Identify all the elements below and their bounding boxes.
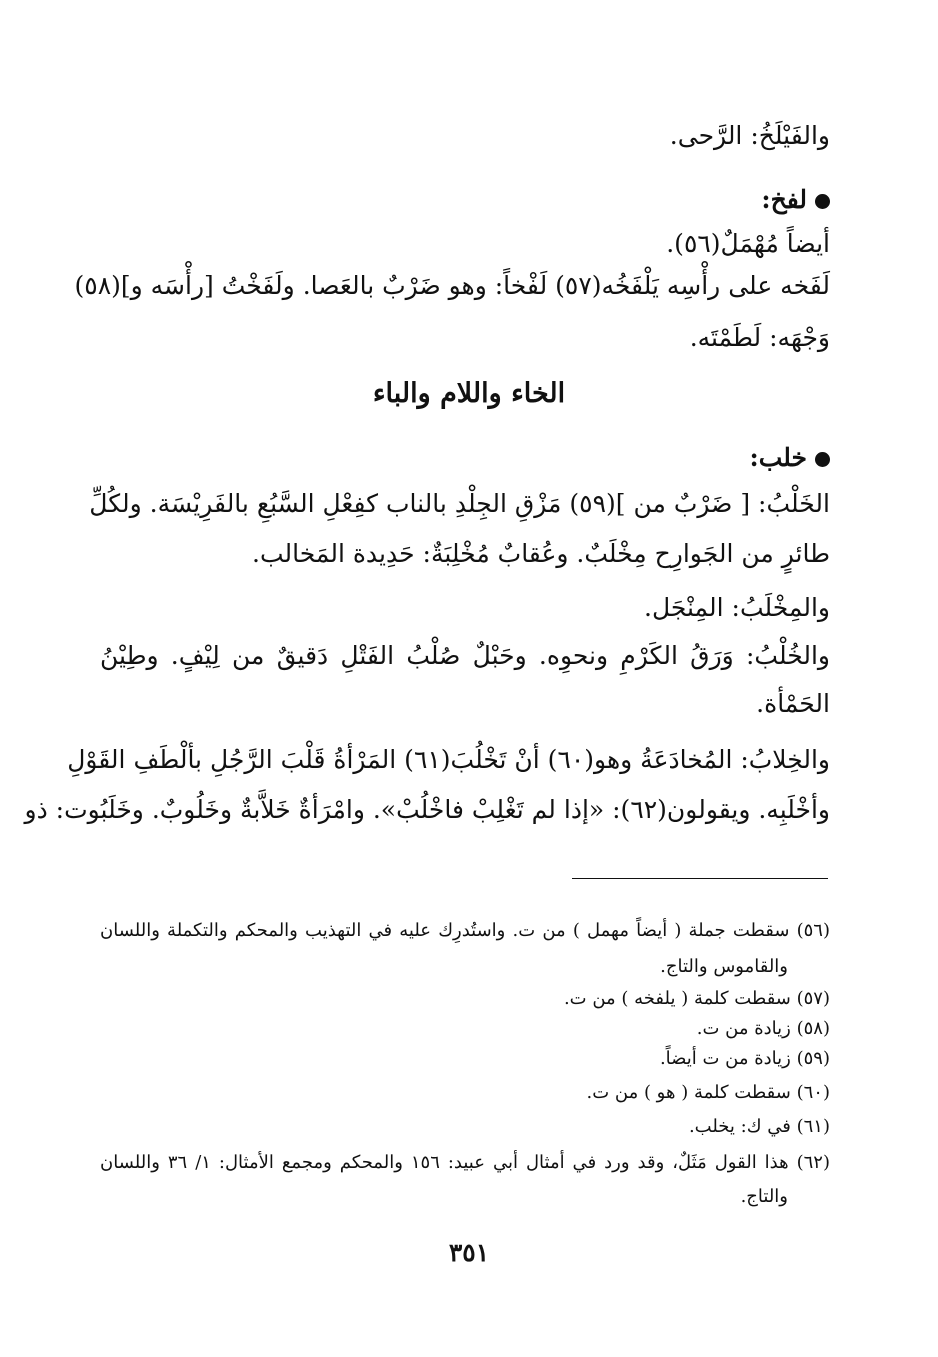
bullet-icon	[815, 452, 830, 467]
footnote: (٥٧) سقطت كلمة ( يلفخه ) من ت.	[563, 988, 830, 1009]
footnote: (٥٦) سقطت جملة ( أيضاً مهمل ) من ت. واستُدرِك عليه في التهذيب والمحكم والتكملة واللسان	[100, 920, 830, 941]
text-line: والمِخْلَبُ: المِنْجَل.	[644, 593, 830, 622]
text-line: طائرٍ من الجَوارِح مِخْلَبٌ. وعُقابٌ مُخْلِبَةٌ: حَدِيدة المَخالب.	[252, 539, 830, 568]
text-line: أيضاً مُهْمَلٌ(٥٦).	[666, 229, 830, 258]
entry-heading-lfkh	[100, 182, 830, 218]
entry-heading-label: خلب:	[749, 443, 807, 472]
text-line: والخُلْبُ: وَرَقُ الكَرْمِ ونحوِه. وحَبْلٌ صُلْبُ الفَتْلِ دَقيقٌ من لِيْفٍ. وطِيْنُ	[100, 641, 830, 670]
entry-heading-khlb	[100, 440, 830, 476]
text-line: والفَيْلَخُ: الرَّحى.	[669, 121, 830, 150]
entry-heading-label: لفخ:	[761, 185, 807, 214]
footnote: (٥٨) زيادة من ت.	[696, 1018, 830, 1039]
footnote: (٦١) في ك: يخلب.	[688, 1116, 830, 1137]
footnote: (٦٢) هذا القول مَثَلٌ، وقد ورد في أمثال أبي عبيد: ١٥٦ والمحكم ومجمع الأمثال: ١/ ٣٦ واللسان	[100, 1152, 830, 1173]
text-line: والخِلابُ: المُخادَعَةُ وهو(٦٠) أنْ تَخْلُبَ(٦١) المَرْأةُ قَلْبَ الرَّجُلِ بألْطَفِ القَوْلِ	[67, 745, 830, 774]
text-line: وأخْلَبِه. ويقولون(٦٢): «إذا لم تَغْلِبْ فاخْلُبْ». وامْرَأةٌ خَلاَّبةٌ وخَلُوبٌ. وخَلَبُوت: ذو	[24, 795, 830, 824]
text-line: الخَلْبُ: [ ضَرْبٌ من ](٥٩) مَزْقِ الجِلْدِ بالناب كفِعْلِ السَّبُعِ بالفَرِيْسَة. ولكُلِّ	[89, 489, 830, 518]
text-line: الحَمْأة.	[756, 689, 830, 718]
footnote-separator	[572, 878, 828, 879]
footnote-continuation: والتاج.	[740, 1186, 788, 1207]
page-number: ٣٥١	[448, 1238, 490, 1267]
footnote: (٥٩) زيادة من ت أيضاً.	[659, 1048, 830, 1069]
text-line: لَفَخه على رأْسِه يَلْفَخُه(٥٧) لَفْخاً: وهو ضَرْبٌ بالعَصا. ولَفَخْتُ [رأْسَه و](٥٨)	[74, 271, 830, 300]
footnote: (٦٠) سقطت كلمة ( هو ) من ت.	[586, 1082, 830, 1103]
section-title: الخاء واللام والباء	[372, 378, 566, 409]
text-line: وَجْهَه: لَطَمْتَه.	[689, 323, 830, 352]
footnote-continuation: والقاموس والتاج.	[660, 956, 788, 977]
bullet-icon	[815, 194, 830, 209]
